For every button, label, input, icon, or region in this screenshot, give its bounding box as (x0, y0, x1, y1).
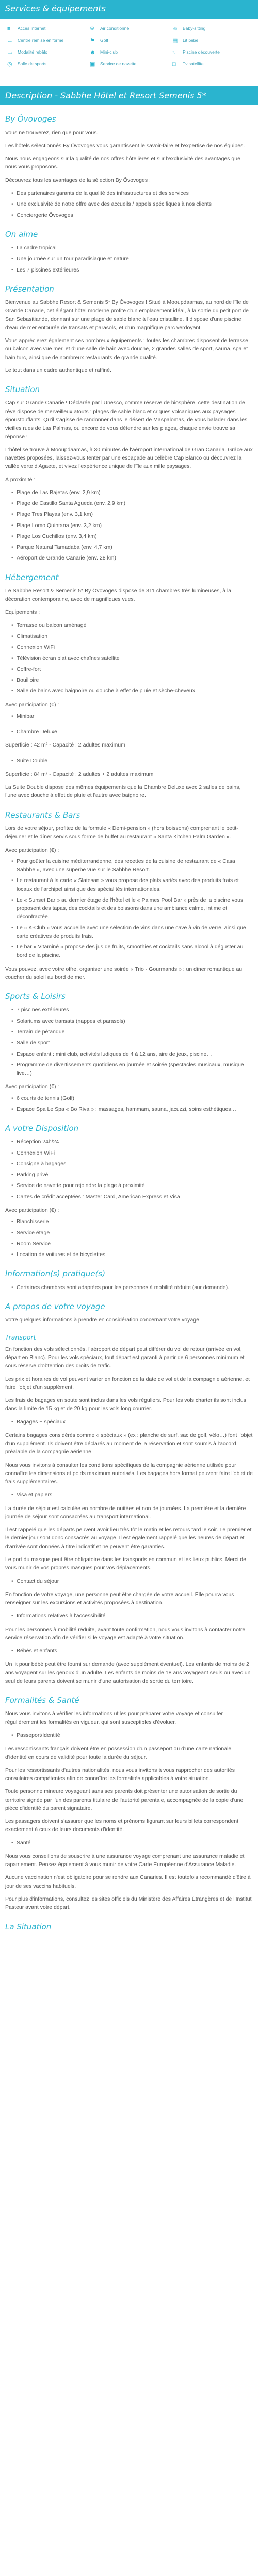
info-title: Information(s) pratique(s) (5, 1269, 106, 1279)
disposition-item: • Connexion WiFi (11, 1149, 253, 1157)
handicap-title: • Informations relatives à l'accessibilité (11, 1612, 253, 1620)
intro-bullet: • Une exclusivité de notre offre avec des accueils / appels spécifiques à nos clients (11, 200, 253, 208)
sports-item: • Espace enfant : mini club, activités ludiques de 4 à 12 ans, aire de jeux, piscine… (11, 1050, 253, 1058)
sports-item: • Programme de divertissements quotidiens en journée et soirée (spectacles musicaux, musique live…) (11, 1061, 253, 1078)
sante-block (11, 1839, 253, 1847)
amenity-label: Mini-club (100, 49, 118, 55)
hebergement-paragraph: Le Sabbhe Resort & Semenis 5* By Ôvovoges dispose de 311 chambres très lumineuses, à la décoration contemporaine, avec de magnifiques vues. (5, 587, 232, 603)
situation-item: • Plage de Castillo Santa Agueda (env. 2,9 km) (11, 499, 253, 507)
visa-paragraph: Il est rappelé que les départs peuvent avoir lieu très tôt le matin et les retours tard le soir. Le premier et le dernier jour sont donc consacrés au voyage. Il est également rappelé que les heures de départ et d'arrivée sont données à titre indicatif et ne peuvent être garanties. (5, 1527, 252, 1550)
restaurant-item: • Le « Sunset Bar » au dernier étage de l'hôtel et le « Palmes Pool Bar » près de la piscine vous proposent des tapas, des cocktails et des boissons dans une ambiance calme, intime et décontractée. (11, 896, 253, 921)
description-header (0, 86, 258, 106)
intro-paragraph: Nous nous engageons sur la qualité de nos offres hôtelières et sur l'exclusivité des avantages que nous vous proposons. (5, 156, 240, 171)
hebergement-item: • Terrasse ou balcon aménagé (11, 621, 253, 630)
amenity-item (90, 47, 168, 58)
visa-paragraph: La durée de séjour est calculée en nombre de nuitées et non de journées. La première et la dernière journée de séjour sont consacrées au transport international. (5, 1505, 246, 1520)
hebergement-item: • Bouilloire (11, 676, 253, 684)
sports-item: • 7 piscines extérieures (11, 1006, 253, 1014)
hebergement-title: Hébergement (5, 572, 59, 582)
hebergement-item: • Salle de bains avec baignoire ou douche à effet de pluie et sèche-cheveux (11, 687, 253, 695)
intro-paragraph: Les hôtels sélectionnés By Ôvovoges vous garantissent le savoir-faire et l'expertise de nos équipes. (5, 142, 245, 149)
situation-item: • Plage de Las Bajetas (env. 2,9 km) (11, 488, 253, 497)
sports-item: • Terrain de pétanque (11, 1028, 253, 1036)
disposition-avec-label: Avec participation (€) : (5, 1207, 59, 1213)
enfants-paragraph: Un lit pour bébé peut être fourni sur demande (avec supplément éventuel). Les enfants de moins de 2 ans voyagent sur les genoux d'un adulte. Les enfants de moins de 18 ans voyageant seuls ou avec un seul de leurs parents doivent se munir d'une autorisation de sortie du territoire. (5, 1661, 251, 1684)
propos-paragraph: Votre quelques informations à prendre en considération concernant votre voyage (5, 1317, 199, 1324)
amenity-label: Accès Internet (18, 26, 46, 31)
passport-block (11, 1731, 253, 1739)
amenity-label: Air conditionné (100, 26, 130, 31)
info-list (11, 1283, 253, 1292)
baby-icon: ☺ (172, 25, 179, 32)
passport-title: • Passeport/Identité (11, 1731, 253, 1739)
on-aime-item: • Une journée sur un tour paradisiaque et nature (11, 255, 253, 263)
golf-icon: ⚑ (90, 37, 95, 44)
presentation-text (5, 298, 253, 375)
amenity-label: Centre remise en forme (18, 38, 64, 43)
amenity-label: Golf (100, 38, 108, 43)
situation-paragraph: L'hôtel se trouve à Mooupdaamas, à 30 minutes de l'aéroport international de Gran Canaria. Grâce aux navettes proposées, laissez-vous tenter par une escapade au célèbre Cap Blanco ou découvrez la vallée verte d'Agaete, et vivez l'expérience unique de l'île aux mille paysages. (5, 446, 253, 470)
disposition-item: • Réception 24h/24 (11, 1138, 253, 1146)
on-aime-list (11, 244, 253, 274)
sports-title: Sports & Loisirs (5, 992, 66, 1002)
hebergement-avec-list (11, 712, 253, 720)
amenity-item (90, 59, 168, 70)
intro-paragraph: Découvrez tous les avantages de la sélection By Ôvovoges : (5, 177, 151, 183)
dumbbell-icon: ↔ (7, 37, 13, 44)
disposition-avec-item: • Room Service (11, 1240, 253, 1248)
handicap-block (11, 1612, 253, 1620)
situation-paragraph: Cap sur Grande Canarie ! Déclarée par l'Unesco, comme réserve de biosphère, cette destination de rêve dispose de merveilleux atouts : plages de sable blanc et criques volcaniques aux paysages époustouflants. Qu'il s'agisse de randonner dans le désert de Maspalomas, de vous balader dans les vieilles rues de Las Palmas, ou encore de vous détendre sur les plages, chaque envie trouve sa réponse ! (5, 400, 248, 440)
chambre-text: Superficie : 42 m² - Capacité : 2 adultes maximum (5, 742, 125, 749)
enfants-block (11, 1647, 253, 1655)
hebergement-item: • Télévision écran plat avec chaînes satellite (11, 654, 253, 663)
on-aime-item: • La cadre tropical (11, 244, 253, 252)
restaurant-item: • Pour goûter la cuisine méditerranéenne, des recettes de la cuisine de restaurant de « Casa Sabbhe », avec une superbe vue sur le Sabbhe Resort. (11, 857, 253, 874)
hotel-name: By Ôvovoges (5, 114, 56, 124)
amenity-label: Service de navette (100, 61, 137, 67)
restaurants-list (11, 857, 253, 960)
hebergement-avec-label: Avec participation (€) : (5, 701, 59, 708)
disposition-avec-item: • Blanchisserie (11, 1217, 253, 1226)
intro-bullet: • Des partenaires garants de la qualité des infrastructures et des services (11, 189, 253, 197)
amenity-item (7, 36, 86, 46)
bagages-paragraph: Nous vous invitons à consulter les conditions spécifiques de la compagnie aérienne utilisée pour connaître les dimensions et poids maximum autorisés. Les bagages hors format peuvent faire l'objet de frais supplémentaires. (5, 1462, 253, 1485)
sports-list (11, 1006, 253, 1077)
hebergement-item: • Coffre-fort (11, 665, 253, 673)
situation-list (11, 488, 253, 563)
situation-item: • Parque Natural Tamadaba (env. 4,7 km) (11, 543, 253, 551)
enfants-text (5, 1660, 253, 1685)
sport-icon: ◎ (7, 61, 12, 67)
description-title: Description - Sabbhe Hôtel et Resort Semenis 5* (5, 90, 206, 100)
situation-item: • Plage Tres Playas (env. 3,1 km) (11, 510, 253, 518)
passport-paragraph: Les ressortissants français doivent être en possession d'un passeport ou d'une carte nationale d'identité en cours de validité pour toute la durée du séjour. (5, 1745, 232, 1760)
restaurants-text (5, 824, 253, 841)
restaurants-note: Vous pouvez, avec votre offre, organiser une soirée « Trio - Gourmands » : un dîner romantique au coucher du soleil au bord de mer. (5, 965, 243, 980)
situation-item: • Plage Los Cuchillos (env. 3,4 km) (11, 532, 253, 540)
suite-text2: La Suite Double dispose des mêmes équipements que la Chambre Deluxe avec 2 salles de bains, l'une avec douche à effet de pluie et l'autre avec baignoire. (5, 784, 241, 799)
sports-avec-item: • Espace Spa Le Spa « Bo Riva » : massages, hammam, sauna, jacuzzi, soins esthétiques… (11, 1105, 253, 1113)
suite-block (11, 757, 253, 765)
contact-text (5, 1590, 253, 1607)
sante-title: • Santé (11, 1839, 253, 1847)
pool-icon: ≈ (172, 49, 176, 56)
amenity-item (7, 47, 86, 58)
presentation-paragraph: Bienvenue au Sabbhe Resort & Semenis 5* By Ôvovoges ! Situé à Mooupdaamas, au nord de l'île de Grande Canarie, cet élégant hôtel moderne profite d'un emplacement idéal, à la sortie du petit port de San Sebasitiande, donnant sur une plage de sable blanc à l'eau cristalline. Il dispose d'une piscine d'eau de mer entourée de transats et parasols, et d'un magnifique parc verdoyant. (5, 299, 249, 331)
sante-paragraph: Pour plus d'informations, consultez les sites officiels du Ministère des Affaires Étrangères et de l'Institut Pasteur avant votre départ. (5, 1895, 252, 1911)
propos-text (5, 1316, 253, 1324)
handicap-text (5, 1625, 253, 1642)
amenity-item (7, 59, 86, 70)
disposition-avec-item: • Service étage (11, 1229, 253, 1237)
amenity-label: Piscine découverte (183, 49, 220, 55)
handicap-paragraph: Pour les personnes à mobilité réduite, avant toute confirmation, nous vous invitons à contacter notre service réservation afin de vérifier si le voyage est adapté à votre situation. (5, 1626, 246, 1641)
sports-avec-item: • 6 courts de tennis (Golf) (11, 1094, 253, 1103)
situation-item: • Plage Lomo Quintana (env. 3,2 km) (11, 521, 253, 530)
intro-paragraph: Vous ne trouverez, rien que pour vous. (5, 129, 99, 136)
hebergement-avec-item: • Minibar (11, 712, 253, 720)
restaurants-avec-label: Avec participation (€) : (5, 846, 59, 853)
disposition-item: • Consigne à bagages (11, 1160, 253, 1168)
amenity-label: Tv satellite (183, 61, 204, 67)
wifi-icon: ≡ (7, 25, 11, 32)
disposition-avec-list (11, 1217, 253, 1259)
amenity-item (172, 36, 251, 46)
intro-bullet: • Conciergerie Ôvovoges (11, 211, 253, 219)
hebergement-list (11, 621, 253, 696)
passport-paragraph: Les passagers doivent s'assurer que les noms et prénoms figurant sur leurs billets correspondent exactement à ceux de leurs documents d'identité. (5, 1818, 238, 1833)
restaurant-item: • Le restaurant à la carte « Slatesan » vous propose des plats variés avec des produits frais et locaux de l'archipel ainsi que des spécialités internationales. (11, 876, 253, 893)
amenity-item (172, 47, 251, 58)
hebergement-item: • Climatisation (11, 632, 253, 640)
passport-paragraph: Pour les ressortissants d'autres nationalités, nous vous invitons à vous rapprocher des autorités consulaires compétentes afin de connaître les formalités applicables à votre situation. (5, 1767, 235, 1782)
situation-title: Situation (5, 385, 40, 395)
shuttle-icon: ▣ (90, 61, 95, 67)
on-aime-title: On aime (5, 229, 38, 239)
on-aime-item: • Les 7 piscines extérieures (11, 266, 253, 274)
chambre-title: • Chambre Deluxe (11, 727, 253, 736)
situation-last-title: La Situation (5, 1922, 52, 1931)
situation-paragraph: À proximité : (5, 476, 36, 483)
formalites-paragraph: Nous vous invitons à vérifier les informations utiles pour préparer votre voyage et consulter régulièrement les formalités en vigueur, qui sont susceptibles d'évoluer. (5, 1710, 223, 1725)
snowflake-icon: ❄ (90, 25, 95, 32)
amenity-label: Modalité rebâlo (18, 49, 48, 55)
amenity-label: Baby-sitting (183, 26, 206, 31)
restaurant-item: • Le « K-Club » vous accueille avec une sélection de vins dans une cave à vin de verre, ainsi que carte créatives de produits frais. (11, 924, 253, 941)
transport-paragraph: Les frais de bagages en soute sont inclus dans les vols réguliers. Pour les vols charter ils sont inclus dans la limite de 15 kg et de 20 kg pour les vols long courrier. (5, 1397, 246, 1412)
presentation-title: Présentation (5, 284, 54, 294)
restaurants-title: Restaurants & Bars (5, 810, 80, 820)
tv-icon: □ (172, 61, 176, 67)
crib-icon: ▤ (172, 37, 178, 44)
intro-bullets (11, 189, 253, 219)
sante-paragraph: Aucune vaccination n'est obligatoire pour se rendre aux Canaries. Il est toutefois recommandé d'être à jour de ses vaccins habituels. (5, 1874, 251, 1889)
formalites-title: Formalités & Santé (5, 1696, 79, 1705)
enfants-title: • Bébés et enfants (11, 1647, 253, 1655)
situation-item: • Aéroport de Grande Canarie (env. 28 km) (11, 554, 253, 562)
kids-icon: ☻ (90, 49, 96, 56)
amenities-title: Services & équipements (5, 4, 106, 13)
disposition-title: A votre Disposition (5, 1124, 79, 1133)
sports-avec-label: Avec participation (€) : (5, 1083, 59, 1090)
suite-text: Superficie : 84 m² - Capacité : 2 adultes + 2 adultes maximum (5, 771, 154, 777)
amenity-item (7, 24, 86, 34)
sports-item: • Salle de sport (11, 1039, 253, 1047)
description-content (0, 105, 258, 1933)
contact-block (11, 1577, 253, 1585)
card-icon: ▭ (7, 49, 13, 56)
amenity-item (172, 59, 251, 70)
transport-text (5, 1345, 253, 1413)
bagages-title: • Bagages + spéciaux (11, 1418, 253, 1426)
presentation-paragraph: Le tout dans un cadre authentique et raffiné. (5, 367, 111, 374)
amenity-item (90, 24, 168, 34)
amenities-grid (0, 19, 258, 77)
intro-section (5, 129, 253, 184)
restaurant-item: • Le bar « Vitaminé » propose des jus de fruits, smoothies et cocktails sans alcool à déguster au bord de la piscine. (11, 943, 253, 960)
situation-text (5, 399, 253, 483)
visa-block (11, 1490, 253, 1499)
sports-avec-list (11, 1094, 253, 1114)
hebergement-paragraph: Équipements : (5, 609, 40, 616)
disposition-avec-item: • Location de voitures et de bicyclettes (11, 1250, 253, 1259)
formalites-text (5, 1709, 253, 1726)
amenities-header (0, 0, 258, 19)
visa-title: • Visa et papiers (11, 1490, 253, 1499)
hebergement-text (5, 587, 253, 617)
bagages-block (11, 1418, 253, 1426)
restaurants-paragraph: Lors de votre séjour, profitez de la formule « Demi-pension » (hors boissons) comprenant le petit-déjeuner et le dîner servis sous forme de buffet au restaurant « Santa Kitchen Palm Garden ». (5, 825, 238, 840)
info-item: • Certaines chambres sont adaptées pour les personnes à mobilité réduite (sur demande). (11, 1283, 253, 1292)
disposition-list (11, 1138, 253, 1201)
contact-paragraph: En fonction de votre voyage, une personne peut être chargée de votre accueil. Elle pourra vous renseigner sur les excursions et activités proposées à destination. (5, 1591, 234, 1606)
amenity-label: Lit bébé (183, 38, 199, 43)
visa-paragraph: Le port du masque peut être obligatoire dans les transports en commun et les lieux publics. Merci de vous munir de vos propres masques pour vos déplacements. (5, 1556, 246, 1571)
contact-title: • Contact du séjour (11, 1577, 253, 1585)
passport-paragraph: Toute personne mineure voyageant sans ses parents doit présenter une autorisation de sortie du territoire signée par l'un des parents titulaire de l'autorité parentale, accompagnée de la copie d'une pièce d'identité du parent signataire. (5, 1788, 244, 1811)
sports-item: • Solariums avec transats (nappes et parasols) (11, 1017, 253, 1025)
passport-text (5, 1744, 253, 1834)
transport-paragraph: Les prix et horaires de vol peuvent varier en fonction de la date de vol et de la compagnie aérienne, et faire l'objet d'un supplément. (5, 1376, 250, 1391)
hebergement-item: • Connexion WiFi (11, 643, 253, 651)
bagages-text (5, 1431, 253, 1486)
visa-text (5, 1504, 253, 1572)
disposition-item: • Service de navette pour rejoindre la plage à proximité (11, 1181, 253, 1190)
disposition-item: • Parking privé (11, 1171, 253, 1179)
amenity-item (90, 36, 168, 46)
propos-title: A propos de votre voyage (5, 1301, 105, 1311)
sante-text (5, 1852, 253, 1912)
amenity-item (172, 24, 251, 34)
presentation-paragraph: Vous apprécierez également ses nombreux équipements : toutes les chambres disposent de terrasse ou balcon avec vue mer, et d'une salle de bain avec douche, 2 grandes salles de sport, sauna, spa et bain turc, ainsi que de nombreux restaurants de grande qualité. (5, 337, 249, 361)
amenity-label: Salle de sports (18, 61, 47, 67)
transport-paragraph: En fonction des vols sélectionnés, l'aéroport de départ peut différer du vol de retour (arrivée en vol, départ en Blanc). Pour les vols spéciaux, tout départ est garanti à partir de 6 personnes minimum et sous réserve d'obtention des droits de trafic. (5, 1346, 245, 1369)
chambre-block (11, 727, 253, 736)
disposition-item: • Cartes de crédit acceptées : Master Card, American Express et Visa (11, 1193, 253, 1201)
sante-paragraph: Nous vous conseillons de souscrire à une assurance voyage comprenant une assurance maladie et rapatriement. Pensez également à vous munir de votre Carte Européenne d'Assurance Maladie. (5, 1853, 245, 1868)
transport-title: Transport (5, 1333, 36, 1342)
bagages-paragraph: Certains bagages considérés comme « spéciaux » (ex : planche de surf, sac de golf, vélo…) font l'objet d'un supplément. Ils doivent être déclarés au moment de la réservation et sont soumis à l'accord préalable de la compagnie aérienne. (5, 1432, 253, 1455)
suite-title: • Suite Double (11, 757, 253, 765)
